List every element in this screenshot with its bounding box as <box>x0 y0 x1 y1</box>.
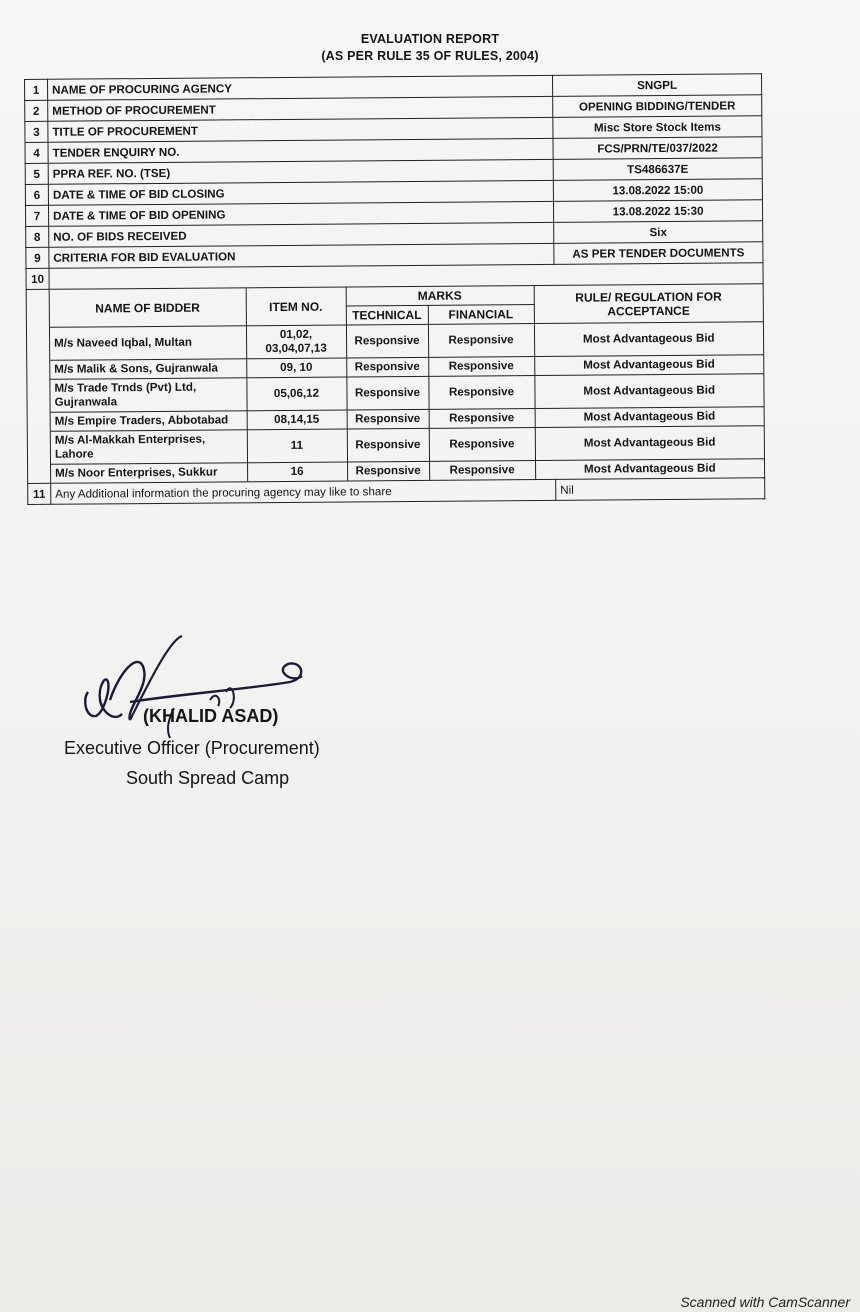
bidder-name: M/s Trade Trnds (Pvt) Ltd, Gujranwala <box>50 378 246 413</box>
col-header-marks: MARKS <box>346 286 534 306</box>
row-label: PPRA REF. NO. (TSE) <box>48 159 553 184</box>
bidder-name: M/s Empire Traders, Abbotabad <box>51 411 247 432</box>
bidder-items: 09, 10 <box>246 358 346 378</box>
report-title: EVALUATION REPORT <box>360 32 500 46</box>
bidder-technical: Responsive <box>346 357 428 377</box>
info-row-11 <box>28 478 765 505</box>
bidder-name: M/s Malik & Sons, Gujranwala <box>50 359 246 380</box>
row-value: Six <box>554 221 763 244</box>
row-label: NO. OF BIDS RECEIVED <box>49 222 554 247</box>
bidder-name: M/s Al-Makkah Enterprises, Lahore <box>51 430 247 465</box>
row-value: FCS/PRN/TE/037/2022 <box>553 137 762 160</box>
row-value: OPENING BIDDING/TENDER <box>553 95 762 118</box>
bidder-financial: Responsive <box>429 427 535 461</box>
row-number: 11 <box>28 483 51 504</box>
row-label: Any Additional information the procuring agency may like to share <box>51 479 556 504</box>
row-number: 1 <box>25 79 48 100</box>
row-label: DATE & TIME OF BID OPENING <box>48 201 553 226</box>
bidder-items: 05,06,12 <box>246 377 346 411</box>
bidder-technical: Responsive <box>347 461 429 480</box>
row-label: METHOD OF PROCUREMENT <box>48 96 553 121</box>
col-header-item: ITEM NO. <box>246 287 346 325</box>
row-label: CRITERIA FOR BID EVALUATION <box>49 243 554 268</box>
bidder-name: M/s Naveed Iqbal, Multan <box>50 326 246 361</box>
bidder-rule: Most Advantageous Bid <box>534 355 763 376</box>
col-header-name: NAME OF BIDDER <box>50 288 246 327</box>
row-label: TITLE OF PROCUREMENT <box>48 117 553 142</box>
bidder-technical: Responsive <box>347 428 429 462</box>
row-value: 13.08.2022 15:30 <box>553 200 762 223</box>
report-subtitle: (AS PER RULE 35 OF RULES, 2004) <box>321 49 539 63</box>
evaluation-table <box>24 73 765 505</box>
bidder-rule: Most Advantageous Bid <box>534 374 763 409</box>
row-number: 10 <box>26 268 49 289</box>
bidder-financial: Responsive <box>428 357 534 377</box>
row-label: NAME OF PROCURING AGENCY <box>48 75 553 100</box>
report-header <box>0 31 860 65</box>
row-value: Misc Store Stock Items <box>553 116 762 139</box>
signatory-title: Executive Officer (Procurement) <box>64 738 320 758</box>
bidders-cell <box>49 284 765 484</box>
row-10-spacer <box>26 289 51 483</box>
row-number: 9 <box>26 247 49 268</box>
bidder-row <box>50 322 763 361</box>
bidder-technical: Responsive <box>346 324 428 358</box>
row-number: 8 <box>26 226 49 247</box>
bidder-rule: Most Advantageous Bid <box>535 407 764 428</box>
bidder-items: 01,02, 03,04,07,13 <box>246 325 346 359</box>
bidders-table <box>50 284 764 483</box>
bidder-rule: Most Advantageous Bid <box>535 459 764 479</box>
bidder-items: 11 <box>247 429 347 463</box>
row-number: 2 <box>25 100 48 121</box>
row-value: TS486637E <box>553 158 762 181</box>
bidder-financial: Responsive <box>428 376 534 410</box>
row-value: SNGPL <box>552 74 761 97</box>
row-value: 13.08.2022 15:00 <box>553 179 762 202</box>
row-number: 3 <box>25 121 48 142</box>
signatory-camp: South Spread Camp <box>126 768 290 788</box>
bidder-financial: Responsive <box>429 460 535 479</box>
bidders-row <box>26 284 765 484</box>
bidder-financial: Responsive <box>428 324 534 358</box>
scanner-watermark: Scanned with CamScanner <box>680 1294 850 1310</box>
row-number: 6 <box>25 184 48 205</box>
row-value: AS PER TENDER DOCUMENTS <box>554 242 763 265</box>
bidder-name: M/s Noor Enterprises, Sukkur <box>51 463 247 483</box>
row-number: 4 <box>25 142 48 163</box>
row-label: TENDER ENQUIRY NO. <box>48 138 553 163</box>
col-header-rule: RULE/ REGULATION FOR ACCEPTANCE <box>534 284 763 323</box>
bidder-rule: Most Advantageous Bid <box>535 426 764 461</box>
bidder-row <box>50 374 763 413</box>
row-number: 5 <box>25 163 48 184</box>
bidder-technical: Responsive <box>346 376 428 410</box>
row-value: Nil <box>556 478 765 501</box>
bidder-row <box>51 426 764 465</box>
col-header-financial: FINANCIAL <box>428 305 534 325</box>
bidder-financial: Responsive <box>429 408 535 428</box>
signatory-name: (KHALID ASAD) <box>143 706 279 726</box>
bidder-rule: Most Advantageous Bid <box>534 322 763 357</box>
bidder-technical: Responsive <box>347 409 429 429</box>
row-number: 7 <box>25 205 48 226</box>
bidder-items: 16 <box>247 462 347 481</box>
row-label: DATE & TIME OF BID CLOSING <box>48 180 553 205</box>
bidder-items: 08,14,15 <box>247 410 347 430</box>
col-header-technical: TECHNICAL <box>346 305 428 325</box>
